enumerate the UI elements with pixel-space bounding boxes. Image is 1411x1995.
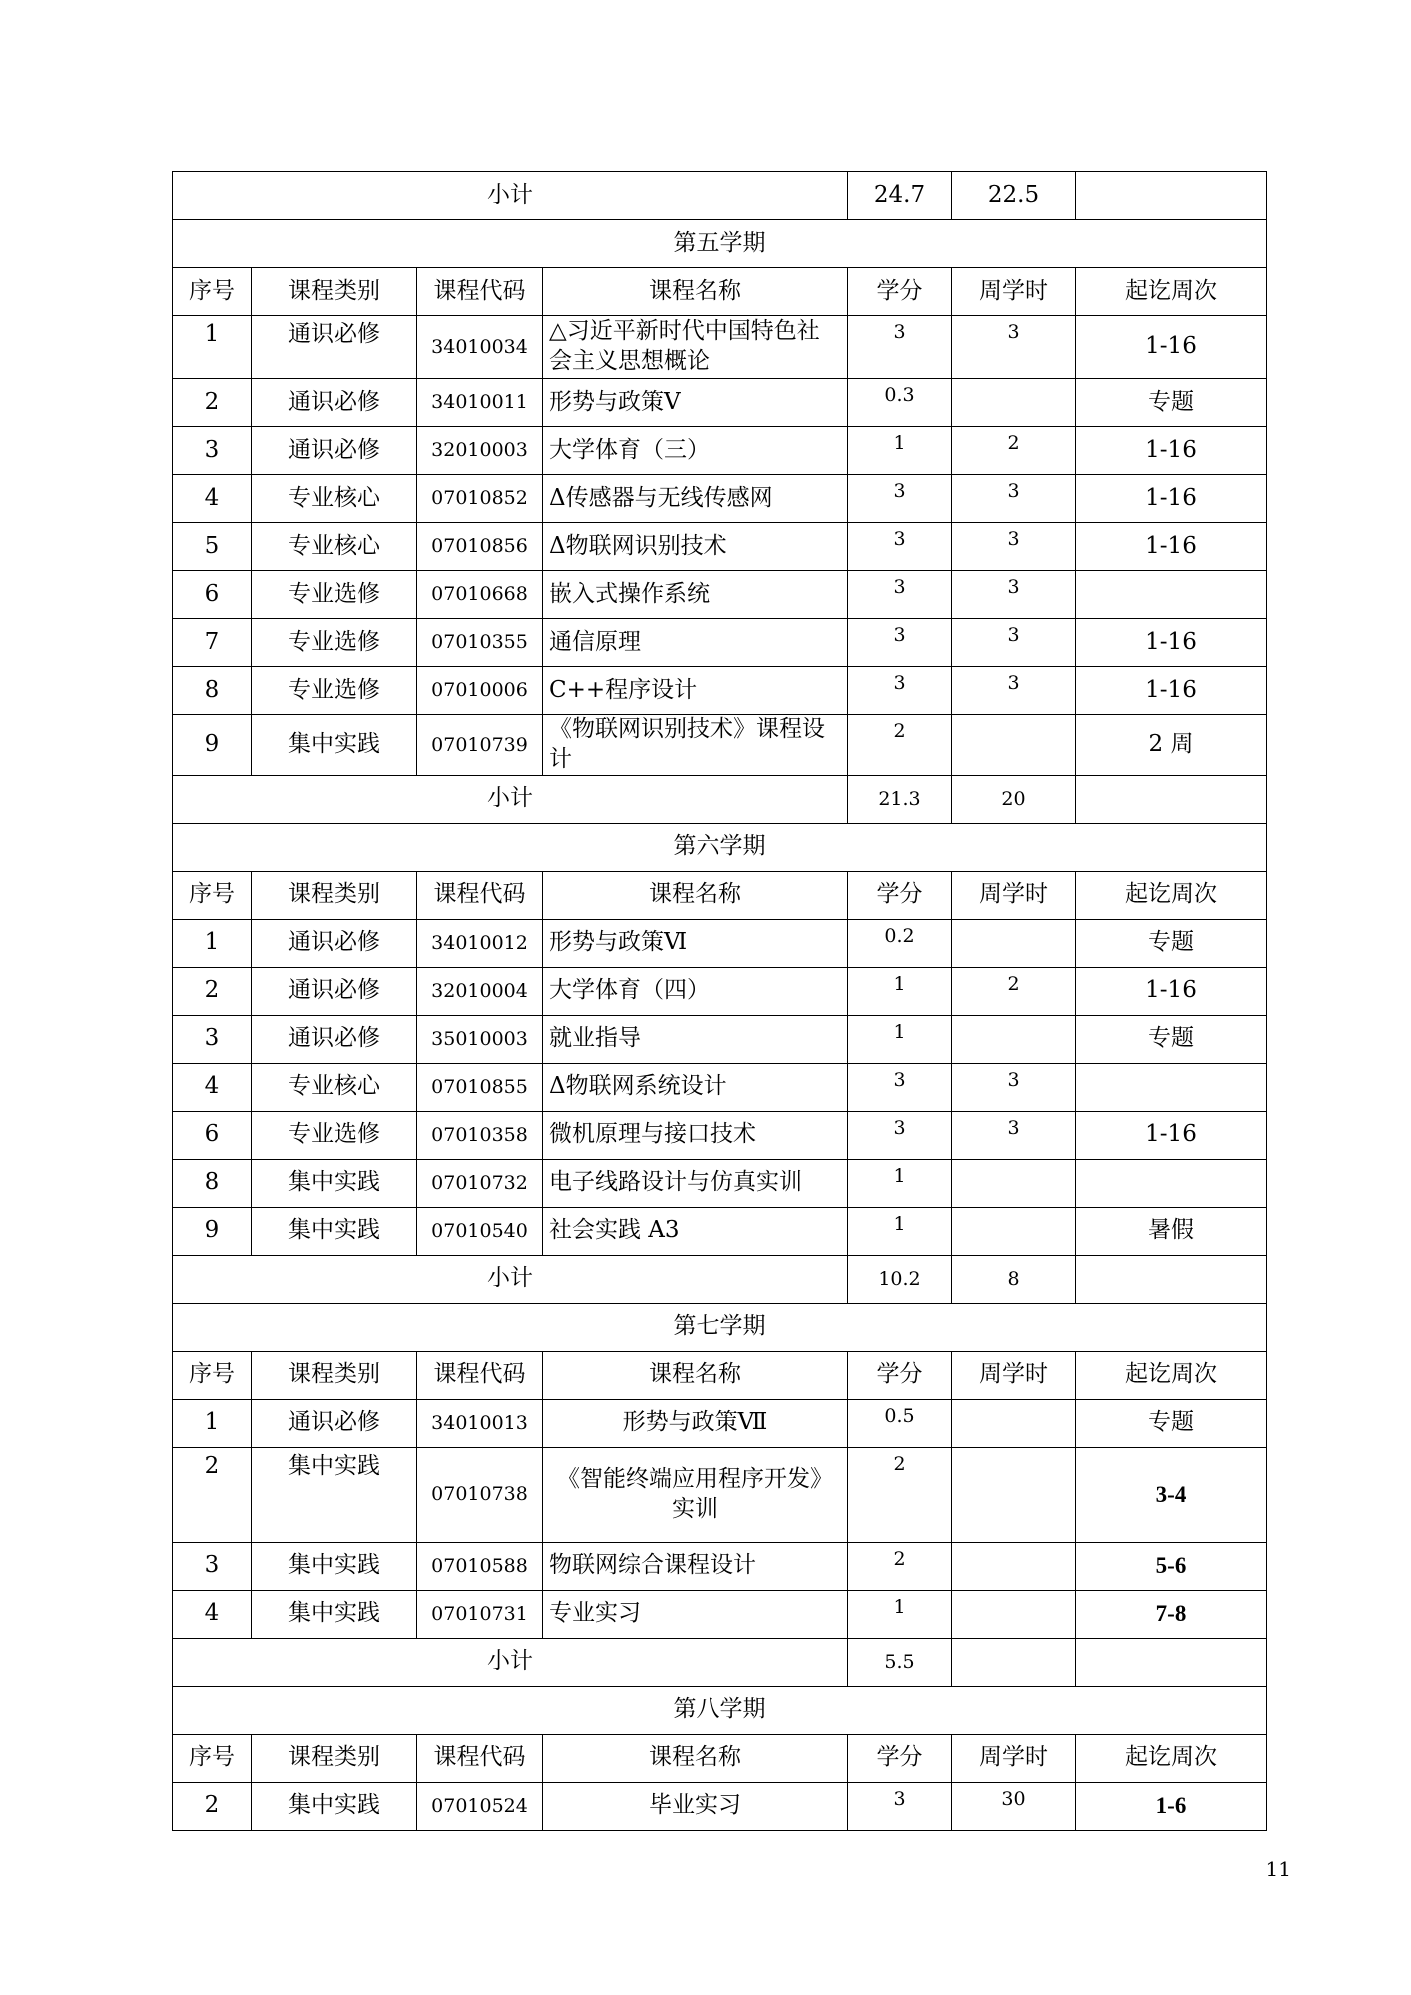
course-row	[173, 1542, 1267, 1590]
course-credits: 1	[848, 1590, 952, 1638]
semester-title: 第七学期	[173, 1303, 1267, 1351]
course-type: 集中实践	[252, 1782, 417, 1830]
course-weeks: 1-16	[1076, 619, 1267, 667]
course-row	[173, 523, 1267, 571]
course-weeks: 1-16	[1076, 427, 1267, 475]
course-weeks: 专题	[1076, 1399, 1267, 1447]
course-credits: 2	[848, 1542, 952, 1590]
course-type: 通识必修	[252, 1399, 417, 1447]
course-credits: 3	[848, 316, 952, 379]
course-row	[173, 1063, 1267, 1111]
course-type: 通识必修	[252, 967, 417, 1015]
course-name: 通信原理	[543, 619, 848, 667]
header-no: 序号	[173, 1351, 252, 1399]
subtotal-label: 小计	[173, 775, 848, 823]
course-schedule-table	[172, 171, 1267, 1831]
subtotal-hours	[952, 1638, 1076, 1686]
header-type: 课程类别	[252, 1351, 417, 1399]
course-weeks: 1-16	[1076, 1111, 1267, 1159]
course-code: 07010731	[417, 1590, 543, 1638]
course-type: 集中实践	[252, 1542, 417, 1590]
subtotal-label: 小计	[173, 1638, 848, 1686]
subtotal-weeks	[1076, 172, 1267, 220]
course-no: 6	[173, 1111, 252, 1159]
course-code: 35010003	[417, 1015, 543, 1063]
course-hours: 3	[952, 475, 1076, 523]
course-weeks: 专题	[1076, 379, 1267, 427]
course-name: △习近平新时代中国特色社会主义思想概论	[543, 316, 848, 379]
subtotal-row	[173, 1255, 1267, 1303]
course-hours: 3	[952, 571, 1076, 619]
course-type: 通识必修	[252, 919, 417, 967]
header-code: 课程代码	[417, 1734, 543, 1782]
header-name: 课程名称	[543, 871, 848, 919]
course-type: 通识必修	[252, 379, 417, 427]
course-code: 34010034	[417, 316, 543, 379]
course-weeks: 7-8	[1076, 1590, 1267, 1638]
course-name: 专业实习	[543, 1590, 848, 1638]
course-weeks: 5-6	[1076, 1542, 1267, 1590]
header-hours: 周学时	[952, 268, 1076, 316]
course-hours: 3	[952, 316, 1076, 379]
course-no: 5	[173, 523, 252, 571]
subtotal-credits: 24.7	[848, 172, 952, 220]
course-type: 通识必修	[252, 427, 417, 475]
semester-title-row	[173, 1686, 1267, 1734]
header-code: 课程代码	[417, 871, 543, 919]
course-hours: 30	[952, 1782, 1076, 1830]
course-credits: 3	[848, 619, 952, 667]
course-credits: 0.3	[848, 379, 952, 427]
course-name: 社会实践 A3	[543, 1207, 848, 1255]
course-type: 通识必修	[252, 316, 417, 379]
course-type: 专业选修	[252, 619, 417, 667]
course-type: 专业选修	[252, 667, 417, 715]
course-row	[173, 619, 1267, 667]
course-name: 形势与政策Ⅴ	[543, 379, 848, 427]
course-hours	[952, 1207, 1076, 1255]
subtotal-row	[173, 775, 1267, 823]
course-code: 07010358	[417, 1111, 543, 1159]
course-code: 34010012	[417, 919, 543, 967]
course-type: 专业选修	[252, 1111, 417, 1159]
course-name: 嵌入式操作系统	[543, 571, 848, 619]
header-credits: 学分	[848, 1351, 952, 1399]
course-code: 07010856	[417, 523, 543, 571]
header-hours: 周学时	[952, 871, 1076, 919]
course-row	[173, 1782, 1267, 1830]
course-weeks: 1-16	[1076, 967, 1267, 1015]
course-credits: 3	[848, 667, 952, 715]
course-weeks: 2 周	[1076, 715, 1267, 776]
course-name: 微机原理与接口技术	[543, 1111, 848, 1159]
course-code: 32010003	[417, 427, 543, 475]
course-weeks	[1076, 571, 1267, 619]
course-hours	[952, 919, 1076, 967]
course-weeks: 1-16	[1076, 316, 1267, 379]
course-hours	[952, 1159, 1076, 1207]
semester-title: 第八学期	[173, 1686, 1267, 1734]
subtotal-credits: 10.2	[848, 1255, 952, 1303]
semester-title-row	[173, 1303, 1267, 1351]
course-no: 4	[173, 475, 252, 523]
course-weeks: 暑假	[1076, 1207, 1267, 1255]
header-credits: 学分	[848, 871, 952, 919]
header-hours: 周学时	[952, 1734, 1076, 1782]
course-weeks	[1076, 1063, 1267, 1111]
course-no: 3	[173, 1015, 252, 1063]
course-name: 就业指导	[543, 1015, 848, 1063]
course-type: 集中实践	[252, 715, 417, 776]
header-credits: 学分	[848, 268, 952, 316]
course-credits: 1	[848, 967, 952, 1015]
course-credits: 3	[848, 1782, 952, 1830]
course-credits: 1	[848, 1015, 952, 1063]
course-code: 07010668	[417, 571, 543, 619]
header-no: 序号	[173, 871, 252, 919]
course-hours: 3	[952, 1063, 1076, 1111]
course-credits: 0.2	[848, 919, 952, 967]
course-hours: 2	[952, 427, 1076, 475]
course-row	[173, 1015, 1267, 1063]
header-type: 课程类别	[252, 1734, 417, 1782]
course-type: 集中实践	[252, 1159, 417, 1207]
course-code: 07010852	[417, 475, 543, 523]
course-no: 8	[173, 1159, 252, 1207]
course-no: 3	[173, 1542, 252, 1590]
subtotal-weeks	[1076, 1638, 1267, 1686]
header-type: 课程类别	[252, 268, 417, 316]
course-code: 07010006	[417, 667, 543, 715]
course-no: 6	[173, 571, 252, 619]
course-name: Δ传感器与无线传感网	[543, 475, 848, 523]
header-weeks: 起讫周次	[1076, 1734, 1267, 1782]
course-hours: 3	[952, 667, 1076, 715]
course-weeks: 1-16	[1076, 667, 1267, 715]
course-name: C++程序设计	[543, 667, 848, 715]
course-row	[173, 1399, 1267, 1447]
header-name: 课程名称	[543, 1351, 848, 1399]
course-type: 集中实践	[252, 1447, 417, 1542]
course-name: 《智能终端应用程序开发》实训	[543, 1447, 848, 1542]
course-code: 07010739	[417, 715, 543, 776]
course-row	[173, 967, 1267, 1015]
course-credits: 3	[848, 523, 952, 571]
header-name: 课程名称	[543, 1734, 848, 1782]
course-name: Δ物联网识别技术	[543, 523, 848, 571]
course-code: 07010855	[417, 1063, 543, 1111]
course-no: 9	[173, 715, 252, 776]
course-credits: 1	[848, 1159, 952, 1207]
course-no: 3	[173, 427, 252, 475]
subtotal-row	[173, 172, 1267, 220]
course-credits: 3	[848, 1111, 952, 1159]
course-hours	[952, 379, 1076, 427]
course-hours	[952, 1590, 1076, 1638]
course-code: 07010732	[417, 1159, 543, 1207]
course-no: 2	[173, 967, 252, 1015]
course-name: Δ物联网系统设计	[543, 1063, 848, 1111]
header-weeks: 起讫周次	[1076, 1351, 1267, 1399]
course-credits: 0.5	[848, 1399, 952, 1447]
course-code: 34010013	[417, 1399, 543, 1447]
course-weeks: 3-4	[1076, 1447, 1267, 1542]
course-code: 07010524	[417, 1782, 543, 1830]
header-hours: 周学时	[952, 1351, 1076, 1399]
course-credits: 3	[848, 1063, 952, 1111]
course-weeks: 专题	[1076, 919, 1267, 967]
course-code: 07010540	[417, 1207, 543, 1255]
course-row	[173, 715, 1267, 776]
header-weeks: 起讫周次	[1076, 268, 1267, 316]
course-type: 集中实践	[252, 1590, 417, 1638]
header-row	[173, 268, 1267, 316]
course-no: 4	[173, 1063, 252, 1111]
course-type: 专业选修	[252, 571, 417, 619]
course-row	[173, 919, 1267, 967]
course-row	[173, 475, 1267, 523]
course-hours: 3	[952, 619, 1076, 667]
subtotal-hours: 22.5	[952, 172, 1076, 220]
page-number: 11	[1265, 1857, 1291, 1881]
course-row	[173, 667, 1267, 715]
course-hours	[952, 1015, 1076, 1063]
header-row	[173, 1734, 1267, 1782]
course-no: 4	[173, 1590, 252, 1638]
course-name: 大学体育（三）	[543, 427, 848, 475]
course-no: 7	[173, 619, 252, 667]
course-row	[173, 1447, 1267, 1542]
course-type: 通识必修	[252, 1015, 417, 1063]
course-hours: 3	[952, 523, 1076, 571]
course-hours	[952, 715, 1076, 776]
header-type: 课程类别	[252, 871, 417, 919]
course-name: 大学体育（四）	[543, 967, 848, 1015]
course-row	[173, 379, 1267, 427]
header-row	[173, 871, 1267, 919]
subtotal-hours: 8	[952, 1255, 1076, 1303]
course-code: 07010738	[417, 1447, 543, 1542]
course-weeks: 专题	[1076, 1015, 1267, 1063]
subtotal-label: 小计	[173, 1255, 848, 1303]
course-name: 电子线路设计与仿真实训	[543, 1159, 848, 1207]
course-row	[173, 1111, 1267, 1159]
course-row	[173, 1207, 1267, 1255]
course-credits: 3	[848, 571, 952, 619]
course-credits: 2	[848, 1447, 952, 1542]
semester-title: 第五学期	[173, 220, 1267, 268]
course-code: 07010588	[417, 1542, 543, 1590]
course-name: 形势与政策Ⅶ	[543, 1399, 848, 1447]
course-no: 9	[173, 1207, 252, 1255]
header-name: 课程名称	[543, 268, 848, 316]
subtotal-label: 小计	[173, 172, 848, 220]
course-code: 32010004	[417, 967, 543, 1015]
course-no: 1	[173, 919, 252, 967]
course-row	[173, 1590, 1267, 1638]
subtotal-row	[173, 1638, 1267, 1686]
course-credits: 3	[848, 475, 952, 523]
course-type: 专业核心	[252, 523, 417, 571]
course-type: 专业核心	[252, 475, 417, 523]
course-code: 07010355	[417, 619, 543, 667]
course-hours	[952, 1399, 1076, 1447]
course-credits: 1	[848, 427, 952, 475]
course-no: 1	[173, 316, 252, 379]
course-name: 《物联网识别技术》课程设计	[543, 715, 848, 776]
course-name: 形势与政策Ⅵ	[543, 919, 848, 967]
header-credits: 学分	[848, 1734, 952, 1782]
course-row	[173, 1159, 1267, 1207]
course-weeks	[1076, 1159, 1267, 1207]
course-credits: 2	[848, 715, 952, 776]
semester-title-row	[173, 220, 1267, 268]
course-no: 2	[173, 379, 252, 427]
course-row	[173, 571, 1267, 619]
subtotal-credits: 5.5	[848, 1638, 952, 1686]
header-no: 序号	[173, 1734, 252, 1782]
course-type: 集中实践	[252, 1207, 417, 1255]
course-name: 毕业实习	[543, 1782, 848, 1830]
course-weeks: 1-16	[1076, 523, 1267, 571]
header-code: 课程代码	[417, 268, 543, 316]
course-credits: 1	[848, 1207, 952, 1255]
subtotal-weeks	[1076, 1255, 1267, 1303]
course-type: 专业核心	[252, 1063, 417, 1111]
course-row	[173, 316, 1267, 379]
semester-title: 第六学期	[173, 823, 1267, 871]
header-code: 课程代码	[417, 1351, 543, 1399]
subtotal-weeks	[1076, 775, 1267, 823]
course-no: 2	[173, 1447, 252, 1542]
course-weeks: 1-6	[1076, 1782, 1267, 1830]
header-no: 序号	[173, 268, 252, 316]
header-row	[173, 1351, 1267, 1399]
subtotal-hours: 20	[952, 775, 1076, 823]
subtotal-credits: 21.3	[848, 775, 952, 823]
course-no: 8	[173, 667, 252, 715]
course-row	[173, 427, 1267, 475]
course-code: 34010011	[417, 379, 543, 427]
header-weeks: 起讫周次	[1076, 871, 1267, 919]
course-weeks: 1-16	[1076, 475, 1267, 523]
course-no: 2	[173, 1782, 252, 1830]
course-no: 1	[173, 1399, 252, 1447]
course-hours	[952, 1447, 1076, 1542]
course-hours	[952, 1542, 1076, 1590]
semester-title-row	[173, 823, 1267, 871]
course-hours: 2	[952, 967, 1076, 1015]
course-hours: 3	[952, 1111, 1076, 1159]
course-name: 物联网综合课程设计	[543, 1542, 848, 1590]
